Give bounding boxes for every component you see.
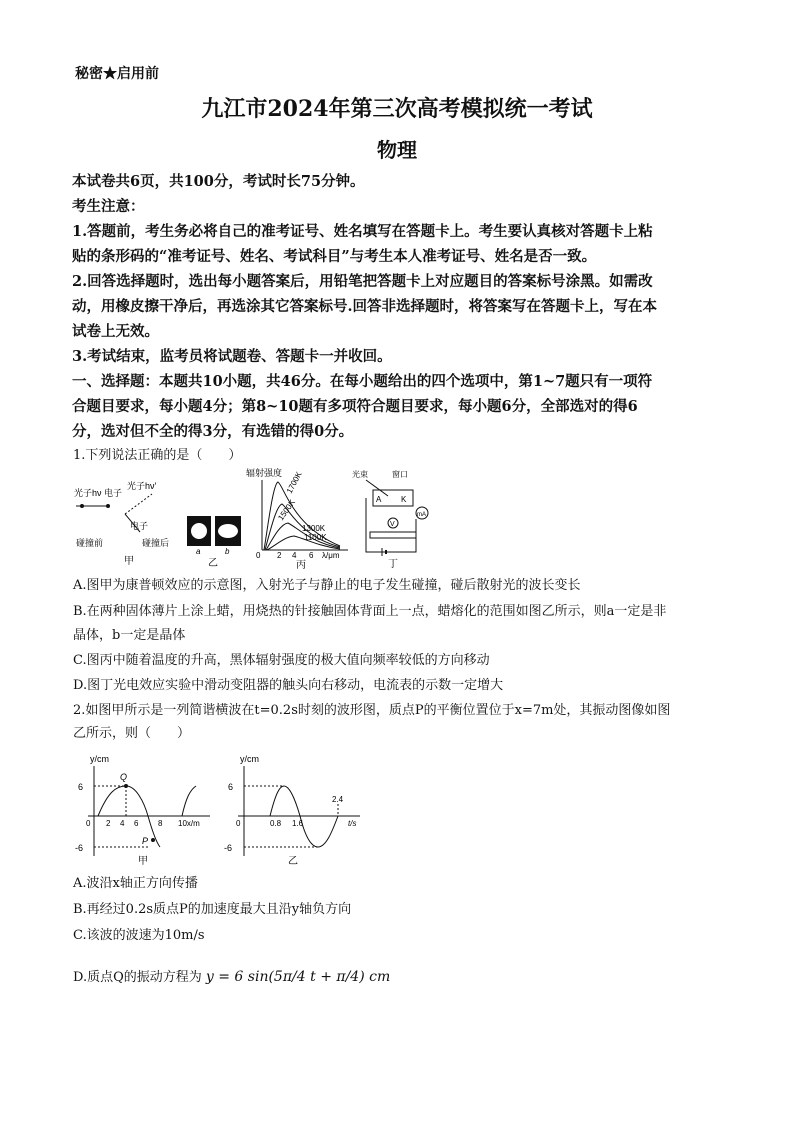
vib-tunit: t/s [348, 819, 357, 828]
v-label: V [390, 521, 395, 528]
bb-x2: 2 [277, 551, 282, 560]
t2-label: 1500K [276, 498, 297, 523]
t4-label: 1100K [304, 533, 327, 542]
fig-compton [74, 480, 169, 567]
wave-y6: 6 [78, 782, 84, 792]
scattered-ray [125, 494, 152, 514]
ma-label: mA [417, 512, 426, 518]
fig-label-vib: 乙 [288, 856, 298, 867]
photon-dot [80, 504, 84, 508]
q2-figures [70, 752, 390, 870]
electron-dot [106, 504, 110, 508]
section1-line-b: 合题目要求，每小题4分；第8~10题有多项符合题目要求，每小题6分，全部选对的得6 [72, 398, 638, 415]
notice-1a: 1.答题前，考生务必将自己的准考证号、姓名填写在答题卡上。考生要认真核对答题卡上粘 [72, 223, 653, 240]
q2-stem-line1: 2.如图甲所示是一列简谐横波在t=0.2s时刻的波形图，质点P的平衡位置位于x=7m处，其振动图像如图 [73, 703, 671, 718]
fig-label-yi: 乙 [208, 558, 218, 569]
vib-t24: 2.4 [332, 795, 344, 804]
wave-x2: 2 [106, 819, 111, 828]
vib-t16: 1.6 [292, 819, 304, 828]
wave-origin: 0 [86, 819, 91, 828]
t3-label: 1300K [302, 524, 326, 533]
radiation-ylabel: 辐射强度 [246, 468, 283, 478]
t1-label: 1700K [284, 470, 304, 495]
q2-option-d-equation: y = 6 sin(5π/4 t + π/4) cm [205, 969, 391, 985]
q2-option-c[interactable]: C.该波的波速为10m/s [73, 928, 205, 943]
notice-2a: 2.回答选择题时，选出每小题答案后，用铅笔把答题卡上对应题目的答案标号涂黑。如需改 [72, 273, 653, 290]
fig-blackbody [246, 467, 348, 570]
window-label: 窗口 [392, 470, 408, 479]
fig-wave [75, 754, 210, 867]
confidential-mark: 秘密★启用前 [75, 66, 159, 82]
fig-label-wave: 甲 [138, 856, 148, 867]
bb-origin: 0 [256, 551, 261, 560]
bb-xunit: λ/μm [322, 551, 340, 560]
notice-1b: 贴的条形码的“准考证号、姓名、考试科目”与考生本人准考证号、姓名是否一致。 [72, 248, 597, 265]
fig-vibration [224, 754, 360, 867]
light-arrow [366, 480, 388, 496]
vib-y6: 6 [228, 782, 234, 792]
intro-summary: 本试卷共6页，共100分，考试时长75分钟。 [72, 173, 365, 190]
vib-origin: 0 [236, 819, 241, 828]
vib-yaxis: y/cm [240, 754, 259, 764]
point-p [151, 838, 155, 842]
section1-line-c: 分，选对但不全的得3分，有选错的得0分。 [72, 423, 354, 440]
after-label: 碰撞后 [142, 538, 170, 548]
wave-x8: 8 [158, 819, 163, 828]
electrode-k: K [401, 495, 407, 504]
notice-3: 3.考试结束，监考员将试题卷、答题卡一并收回。 [72, 348, 392, 365]
q2-option-a[interactable]: A.波沿x轴正方向传播 [73, 876, 198, 891]
melt-circle [191, 523, 207, 539]
section1-line-a: 一、选择题：本题共10小题，共46分。在每小题给出的四个选项中，第1~7题只有一项符 [72, 373, 653, 390]
bb-x4: 4 [292, 551, 297, 560]
wave-x10: 10x/m [178, 819, 200, 828]
label-q: Q [120, 772, 128, 782]
q2-option-b[interactable]: B.再经过0.2s质点P的加速度最大且沿y轴负方向 [73, 902, 352, 917]
vib-t08: 0.8 [270, 819, 282, 828]
q1-option-b-line2[interactable]: 晶体，b一定是晶体 [73, 628, 186, 643]
wave-x4: 4 [120, 819, 125, 828]
q1-option-b-line1[interactable]: B.在两种固体薄片上涂上蜡，用烧热的针接触固体背面上一点，蜡熔化的范围如图乙所示，则a一定是非 [73, 604, 667, 619]
q2-option-d[interactable] [73, 966, 390, 989]
rheostat [370, 532, 416, 538]
q1-option-c[interactable]: C.图丙中随着温度的升高，黑体辐射强度的极大值向频率较低的方向移动 [73, 653, 490, 668]
fig-label-ding: 丁 [388, 559, 398, 570]
electron2-label: 电子 [130, 521, 149, 531]
q1-option-a[interactable]: A.图甲为康普顿效应的示意图，入射光子与静止的电子发生碰撞，碰后散射光的波长变长 [73, 578, 581, 593]
wave-yaxis: y/cm [90, 754, 109, 764]
notice-2c: 试卷上无效。 [72, 323, 159, 340]
q1-figures [70, 466, 440, 570]
q1-option-d[interactable]: D.图丁光电效应实验中滑动变阻器的触头向右移动，电流表的示数一定增大 [73, 678, 504, 693]
electrode-a: A [376, 495, 382, 504]
q2-stem-line2: 乙所示，则（ ） [73, 726, 191, 741]
fig-label-jia: 甲 [124, 556, 134, 567]
fig-wax [187, 516, 241, 569]
label-a: a [196, 547, 201, 556]
exam-title: 九江市2024年第三次高考模拟统一考试 [201, 96, 593, 122]
wave-x6: 6 [134, 819, 139, 828]
label-b: b [225, 547, 230, 556]
label-p: P [142, 836, 149, 846]
q1-stem: 1.下列说法正确的是（ ） [73, 448, 242, 463]
fig-label-bing: 丙 [296, 560, 306, 570]
curve-1700k [264, 482, 340, 550]
light-label: 光束 [352, 470, 368, 479]
exam-subject: 物理 [377, 138, 417, 162]
notice-title: 考生注意： [72, 198, 145, 215]
q2-option-d-prefix: D.质点Q的振动方程为 [73, 970, 202, 985]
notice-2b: 动，用橡皮擦干净后，再选涂其它答案标号.回答非选择题时，将答案写在答题卡上，写在本 [72, 298, 658, 315]
wave-curve-tail [182, 786, 196, 816]
electron-label: 电子 [104, 488, 123, 498]
before-label: 碰撞前 [76, 538, 104, 548]
vib-yn6: -6 [224, 843, 233, 853]
wave-yn6: -6 [75, 843, 84, 853]
bb-x6: 6 [309, 551, 314, 560]
photon-out-label: 光子hν′ [127, 481, 157, 491]
fig-photoelectric [352, 469, 428, 570]
photon-in-label: 光子hν [74, 488, 102, 498]
melt-ellipse [218, 524, 238, 538]
